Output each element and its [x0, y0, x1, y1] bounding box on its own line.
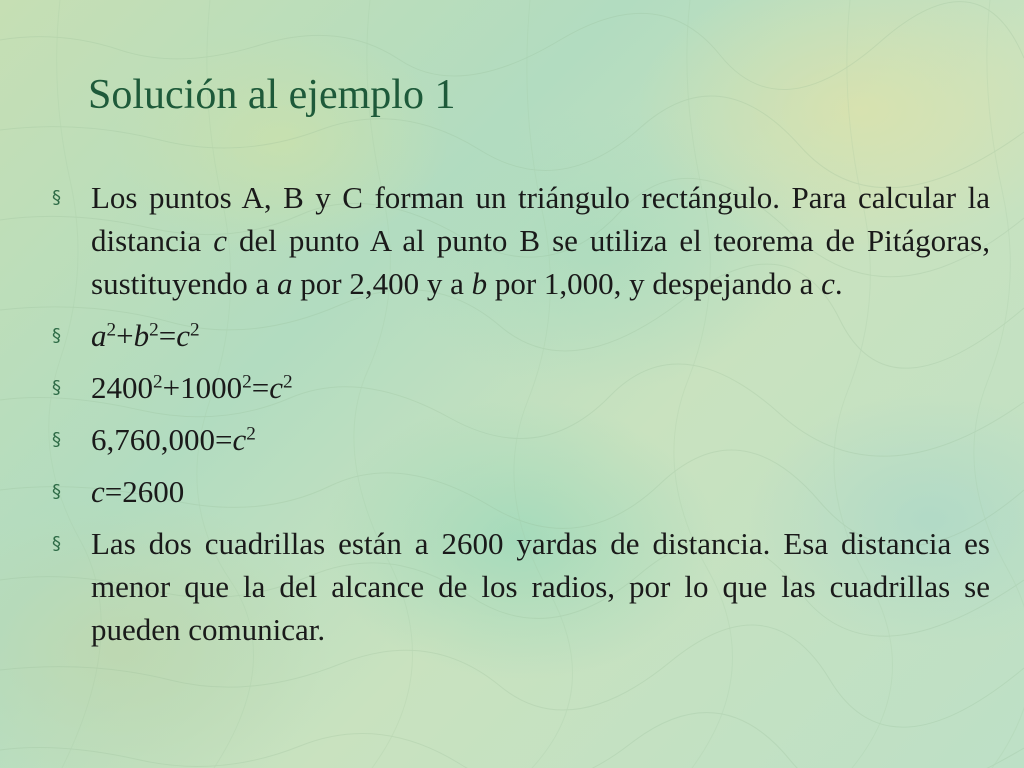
bullet-marker-icon: §	[52, 325, 61, 346]
variable-c: c	[91, 474, 105, 509]
bullet-marker-icon: §	[52, 187, 61, 208]
variable-c: c	[176, 318, 190, 353]
exponent: 2	[189, 319, 200, 341]
bullet-text: por 2,400 y a	[292, 266, 472, 301]
variable-b: b	[133, 318, 150, 353]
variable-c: c	[821, 266, 835, 301]
bullet-list	[52, 176, 990, 660]
operator: =	[251, 370, 270, 405]
bullet-marker-icon: §	[52, 533, 61, 554]
operator: +	[116, 318, 134, 353]
bullet-marker-icon: §	[52, 481, 61, 502]
bullet-item-conclusion	[52, 522, 990, 651]
bullet-item-formula	[52, 314, 990, 357]
bullet-text: Las dos cuadrillas están a 2600 yardas de distancia. Esa distancia es menor que la del alcance de los radios, por lo que las cuadrillas se pueden comunicar.	[91, 526, 990, 647]
exponent: 2	[149, 319, 159, 341]
bullet-item-explanation	[52, 176, 990, 305]
variable-b: b	[471, 266, 488, 301]
slide-title: Solución al ejemplo 1	[88, 72, 456, 118]
operator: =	[158, 318, 177, 353]
exponent: 2	[106, 319, 117, 341]
bullet-text: Los puntos A, B y C forman un triángulo rectángulo. Para calcular la distancia	[91, 180, 990, 258]
bullet-text: .	[834, 266, 843, 301]
exponent: 2	[282, 371, 293, 393]
variable-c: c	[213, 223, 227, 258]
bullet-text: por 1,000, y despejando a	[487, 266, 822, 301]
exponent: 2	[242, 371, 252, 393]
number: 6,760,000=	[91, 422, 233, 457]
variable-c: c	[269, 370, 283, 405]
number: +1000	[162, 370, 243, 405]
exponent: 2	[246, 423, 256, 445]
bullet-text: del punto A al punto B se utiliza el teorema de Pitágoras, sustituyendo a	[91, 223, 990, 301]
bullet-item-sum	[52, 418, 990, 461]
bullet-marker-icon: §	[52, 377, 61, 398]
bullet-item-result	[52, 470, 990, 513]
bullet-marker-icon: §	[52, 429, 61, 450]
variable-a: a	[91, 318, 107, 353]
number: =2600	[104, 474, 185, 509]
bullet-item-substitution	[52, 366, 990, 409]
number: 2400	[91, 370, 153, 405]
exponent: 2	[153, 371, 163, 393]
variable-a: a	[277, 266, 293, 301]
variable-c: c	[232, 422, 247, 457]
